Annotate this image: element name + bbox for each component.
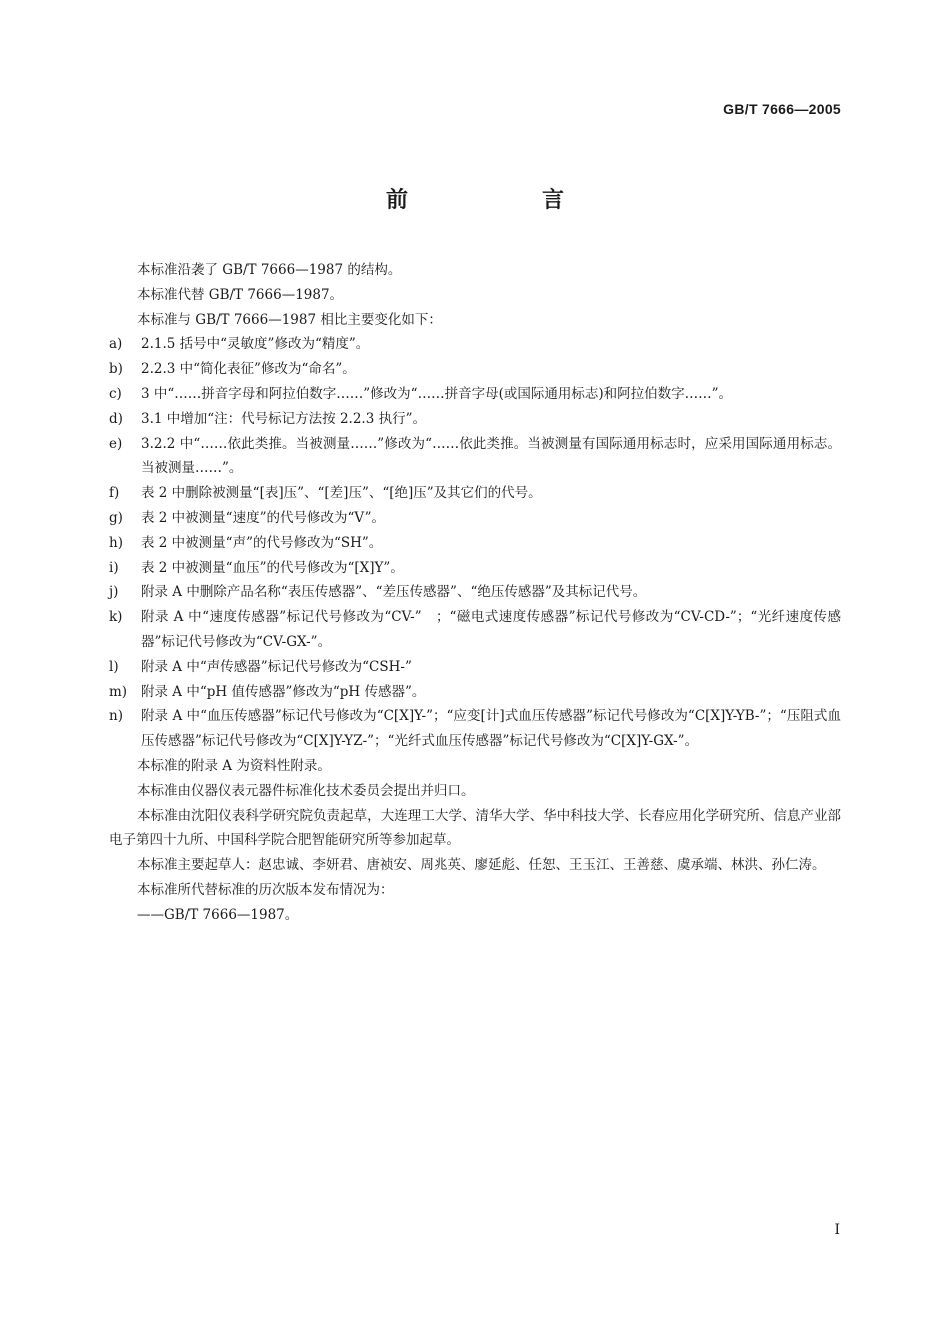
list-text: 表 2 中被测量“血压”的代号修改为“[X]Y”。 bbox=[141, 559, 404, 576]
list-text: 表 2 中被测量“速度”的代号修改为“V”。 bbox=[141, 509, 386, 526]
list-text: 表 2 中被测量“声”的代号修改为“SH”。 bbox=[141, 534, 383, 551]
list-marker: c) bbox=[109, 385, 122, 402]
list-item bbox=[109, 531, 841, 556]
change-list bbox=[109, 332, 841, 754]
list-marker: k) bbox=[109, 609, 123, 626]
list-marker: d) bbox=[109, 410, 123, 427]
list-marker: m) bbox=[109, 683, 128, 700]
page-title: 前 言 bbox=[385, 188, 620, 213]
standard-number: GB/T 7666—2005 bbox=[723, 101, 841, 117]
list-item bbox=[109, 407, 841, 432]
list-marker: i) bbox=[109, 559, 119, 576]
list-marker: e) bbox=[109, 435, 123, 452]
list-item bbox=[109, 704, 841, 754]
list-item bbox=[109, 357, 841, 382]
list-item bbox=[109, 432, 841, 482]
list-marker: b) bbox=[109, 361, 123, 378]
list-text: 2.2.3 中“简化表征”修改为“命名”。 bbox=[141, 361, 356, 378]
body-paragraph: 本标准由沈阳仪表科学研究院负责起草，大连理工大学、清华大学、华中科技大学、长春应用化学研究所、信息产业部电子第四十九所、中国科学院合肥智能研究所等参加起草。 bbox=[109, 807, 841, 849]
list-text: 附录 A 中“速度传感器”标记代号修改为“CV-” ；“磁电式速度传感器”标记代号修改为“CV-CD-”；“光纤速度传感器”标记代号修改为“CV-GX-”。 bbox=[141, 609, 841, 650]
body-paragraph: 本标准由仪器仪表元器件标准化技术委员会提出并归口。 bbox=[137, 782, 475, 799]
intro-paragraph: 本标准与 GB/T 7666—1987 相比主要变化如下： bbox=[137, 311, 442, 328]
list-marker: j) bbox=[109, 584, 119, 601]
list-item bbox=[109, 556, 841, 581]
list-text: 附录 A 中“血压传感器”标记代号修改为“C[X]Y-”；“应变[计]式血压传感器”标记代号修改为“C[X]Y-YB-”；“压阻式血压传感器”标记代号修改为“C[X]Y-YZ-”；“光纤式血压传感器”标记代号修改为“C[X]Y-GX-”。 bbox=[141, 708, 841, 750]
list-marker: f) bbox=[109, 485, 120, 502]
list-text: 附录 A 中删除产品名称“表压传感器”、“差压传感器”、“绝压传感器”及其标记代号。 bbox=[141, 584, 647, 601]
list-item bbox=[109, 382, 841, 407]
list-item bbox=[109, 680, 841, 705]
page-number: I bbox=[834, 1222, 840, 1238]
list-marker: h) bbox=[109, 534, 123, 551]
intro-paragraph: 本标准沿袭了 GB/T 7666—1987 的结构。 bbox=[137, 262, 402, 278]
body-paragraph: 本标准主要起草人：赵忠诚、李妍君、唐祯安、周兆英、廖延彪、任恕、王玉江、王善慈、虞承端、林洪、孙仁涛。 bbox=[137, 857, 826, 874]
list-text: 3 中“……拼音字母和阿拉伯数字……”修改为“……拼音字母(或国际通用标志)和阿拉伯数字……”。 bbox=[141, 385, 733, 402]
intro-paragraph: 本标准代替 GB/T 7666—1987。 bbox=[137, 286, 344, 303]
list-text: 3.1 中增加“注：代号标记方法按 2.2.3 执行”。 bbox=[141, 410, 426, 427]
list-text: 3.2.2 中“……依此类推。当被测量……”修改为“……依此类推。当被测量有国际通用标志时，应采用国际通用标志。当被测量……”。 bbox=[141, 435, 841, 477]
list-text: 附录 A 中“pH 值传感器”修改为“pH 传感器”。 bbox=[141, 683, 426, 700]
list-item bbox=[109, 605, 841, 655]
list-item bbox=[109, 655, 841, 680]
list-marker: a) bbox=[109, 336, 123, 353]
list-item bbox=[109, 481, 841, 506]
history-entry: ——GB/T 7666—1987。 bbox=[137, 906, 299, 923]
list-item bbox=[109, 580, 841, 605]
body-paragraph: 本标准所代替标准的历次版本发布情况为： bbox=[137, 881, 394, 898]
list-text: 2.1.5 括号中“灵敏度”修改为“精度”。 bbox=[141, 336, 370, 353]
list-marker: n) bbox=[109, 708, 123, 725]
list-marker: l) bbox=[109, 658, 119, 675]
list-text: 附录 A 中“声传感器”标记代号修改为“CSH-” bbox=[141, 658, 412, 675]
body-paragraph: 本标准的附录 A 为资料性附录。 bbox=[137, 757, 331, 774]
document-body bbox=[109, 258, 841, 928]
list-text: 表 2 中删除被测量“[表]压”、“[差]压”、“[绝]压”及其它们的代号。 bbox=[141, 485, 542, 502]
list-item bbox=[109, 506, 841, 531]
list-marker: g) bbox=[109, 509, 123, 526]
list-item bbox=[109, 332, 841, 357]
